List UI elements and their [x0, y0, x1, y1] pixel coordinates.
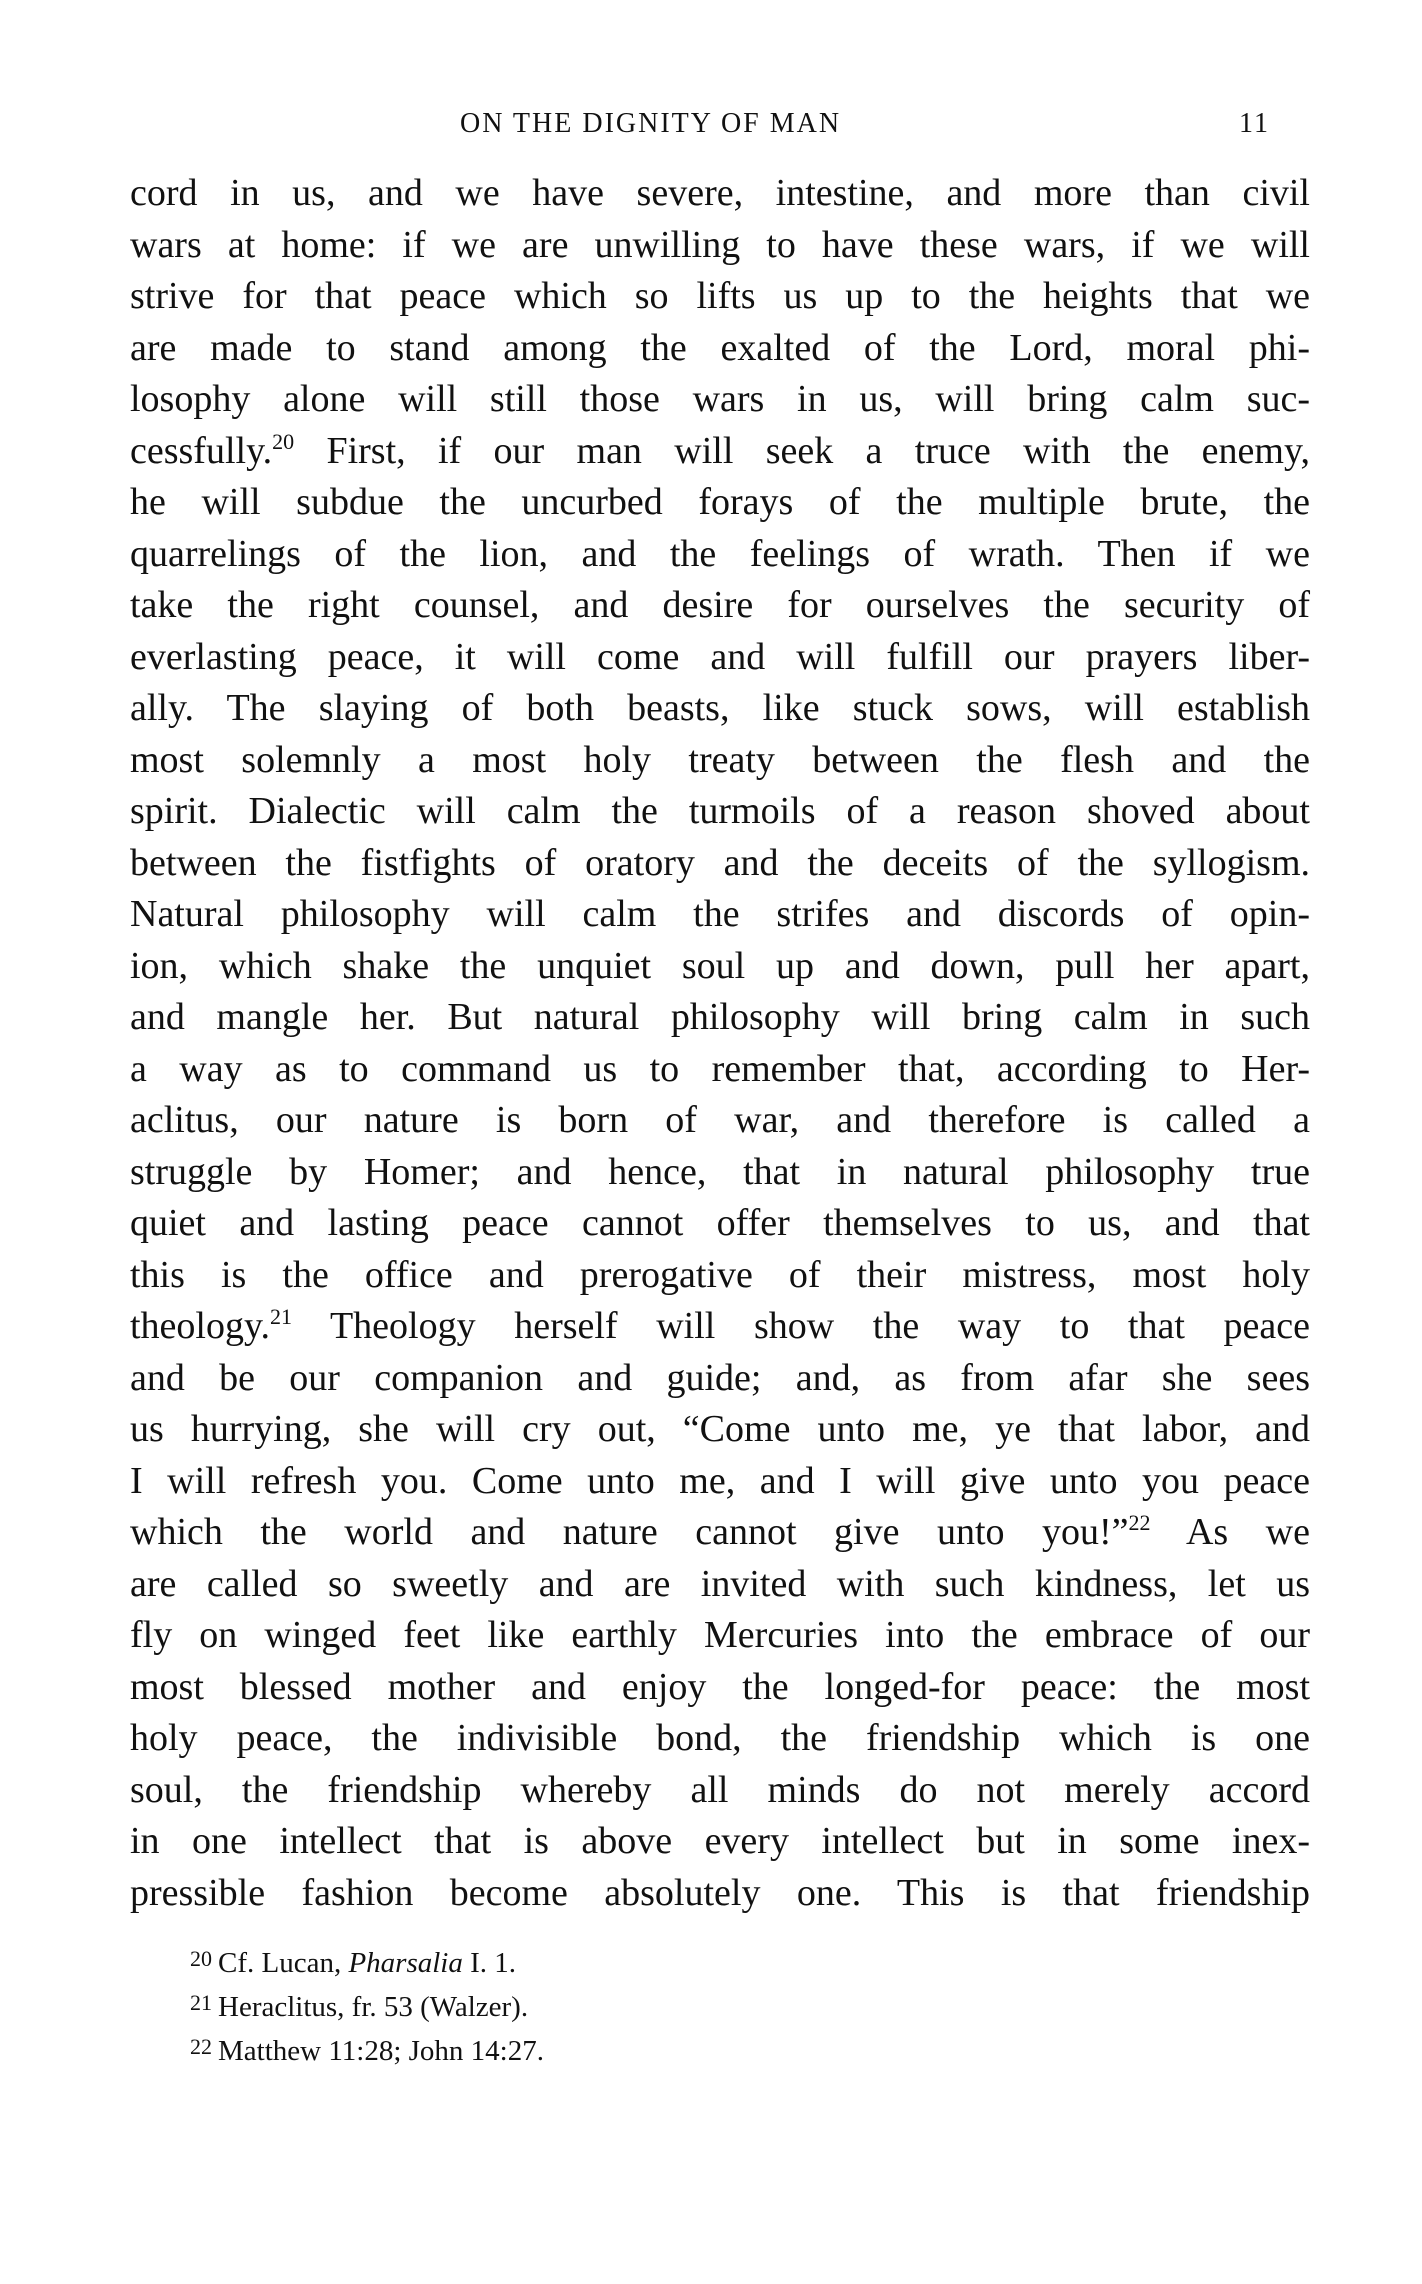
text-line: and mangle her. But natural philosophy will bring calm in such [130, 996, 1310, 1038]
text-line: Natural philosophy will calm the strifes and discords of opin- [130, 893, 1310, 935]
text-line: strive for that peace which so lifts us up to the heights that we [130, 275, 1310, 317]
text-line: between the fistfights of oratory and the deceits of the syllogism. [130, 841, 1310, 884]
text-line: I will refresh you. Come unto me, and I will give unto you peace [130, 1459, 1310, 1502]
footnote-work-title: Pharsalia [348, 1947, 463, 1979]
footnote-text: Heraclitus, fr. 53 (Walzer). [218, 1991, 529, 2023]
text-line [130, 1507, 1310, 1559]
text-line: a way as to command us to remember that, according to Her- [130, 1047, 1310, 1090]
text-line: spirit. Dialectic will calm the turmoils of a reason shoved about [130, 790, 1310, 832]
text-line: quiet and lasting peace cannot offer themselves to us, and that [130, 1202, 1310, 1244]
text-line [130, 426, 1310, 478]
footnote-21 [190, 1981, 1310, 2025]
footnote-ref-22: 22 [1128, 1510, 1151, 1535]
book-page [130, 100, 1310, 2069]
text-line: everlasting peace, it will come and will fulfill our prayers liber- [130, 635, 1310, 678]
text-line: take the right counsel, and desire for ourselves the security of [130, 584, 1310, 626]
text-line: cord in us, and we have severe, intestine, and more than civil [130, 172, 1310, 214]
text-line-end: As we [1150, 1511, 1310, 1553]
text-line: struggle by Homer; and hence, that in natural philosophy true [130, 1150, 1310, 1193]
text-line: are called so sweetly and are invited with such kindness, let us [130, 1562, 1310, 1605]
footnote-text-end: I. 1. [462, 1947, 517, 1979]
footnote-text: Matthew 11:28; John 14:27. [218, 2035, 544, 2067]
footnote-number: 22 [190, 2034, 212, 2059]
text-line: ally. The slaying of both beasts, like stuck sows, will establish [130, 687, 1310, 729]
text-line: quarrelings of the lion, and the feelings of wrath. Then if we [130, 532, 1310, 575]
running-head [130, 100, 1310, 150]
text-line: and be our companion and guide; and, as from afar she sees [130, 1356, 1310, 1399]
text-line-start: which the world and nature cannot give unto you!” [130, 1511, 1129, 1553]
footnote-ref-20: 20 [272, 428, 295, 454]
text-line: us hurrying, she will cry out, “Come unto me, ye that labor, and [130, 1408, 1310, 1450]
running-title: ON THE DIGNITY OF MAN [460, 108, 842, 139]
text-line-start: cessfully. [130, 429, 273, 472]
text-line-end: First, if our man will seek a truce with the enemy, [294, 429, 1310, 472]
text-line: losophy alone will still those wars in us, will bring calm suc- [130, 378, 1310, 420]
text-line: most blessed mother and enjoy the longed-for peace: the most [130, 1665, 1310, 1708]
footnote-22 [190, 2025, 1310, 2069]
footnotes [130, 1937, 1310, 2069]
footnote-ref-21: 21 [270, 1304, 293, 1329]
text-line: he will subdue the uncurbed forays of the multiple brute, the [130, 481, 1310, 523]
body-text [130, 168, 1310, 1919]
text-line: holy peace, the indivisible bond, the friendship which is one [130, 1717, 1310, 1759]
text-line: are made to stand among the exalted of the Lord, moral phi- [130, 326, 1310, 369]
text-line: wars at home: if we are unwilling to have these wars, if we will [130, 223, 1310, 266]
text-line [130, 1301, 1310, 1353]
text-line: this is the office and prerogative of their mistress, most holy [130, 1253, 1310, 1296]
page-number: 11 [1239, 108, 1270, 139]
text-line: ion, which shake the unquiet soul up and down, pull her apart, [130, 944, 1310, 987]
text-line: in one intellect that is above every intellect but in some inex- [130, 1820, 1310, 1862]
footnote-text: Cf. Lucan, [218, 1947, 349, 1979]
text-line: most solemnly a most holy treaty between the flesh and the [130, 738, 1310, 781]
text-line: fly on winged feet like earthly Mercuries into the embrace of our [130, 1614, 1310, 1656]
text-line: aclitus, our nature is born of war, and therefore is called a [130, 1099, 1310, 1141]
text-line: pressible fashion become absolutely one. This is that friendship [130, 1871, 1310, 1914]
footnote-20 [190, 1937, 1310, 1981]
footnote-number: 20 [190, 1946, 212, 1971]
text-line-end: Theology herself will show the way to that peace [292, 1305, 1310, 1347]
footnote-number: 21 [190, 1990, 212, 2015]
text-line: soul, the friendship whereby all minds do not merely accord [130, 1768, 1310, 1811]
text-line-start: theology. [130, 1305, 271, 1347]
